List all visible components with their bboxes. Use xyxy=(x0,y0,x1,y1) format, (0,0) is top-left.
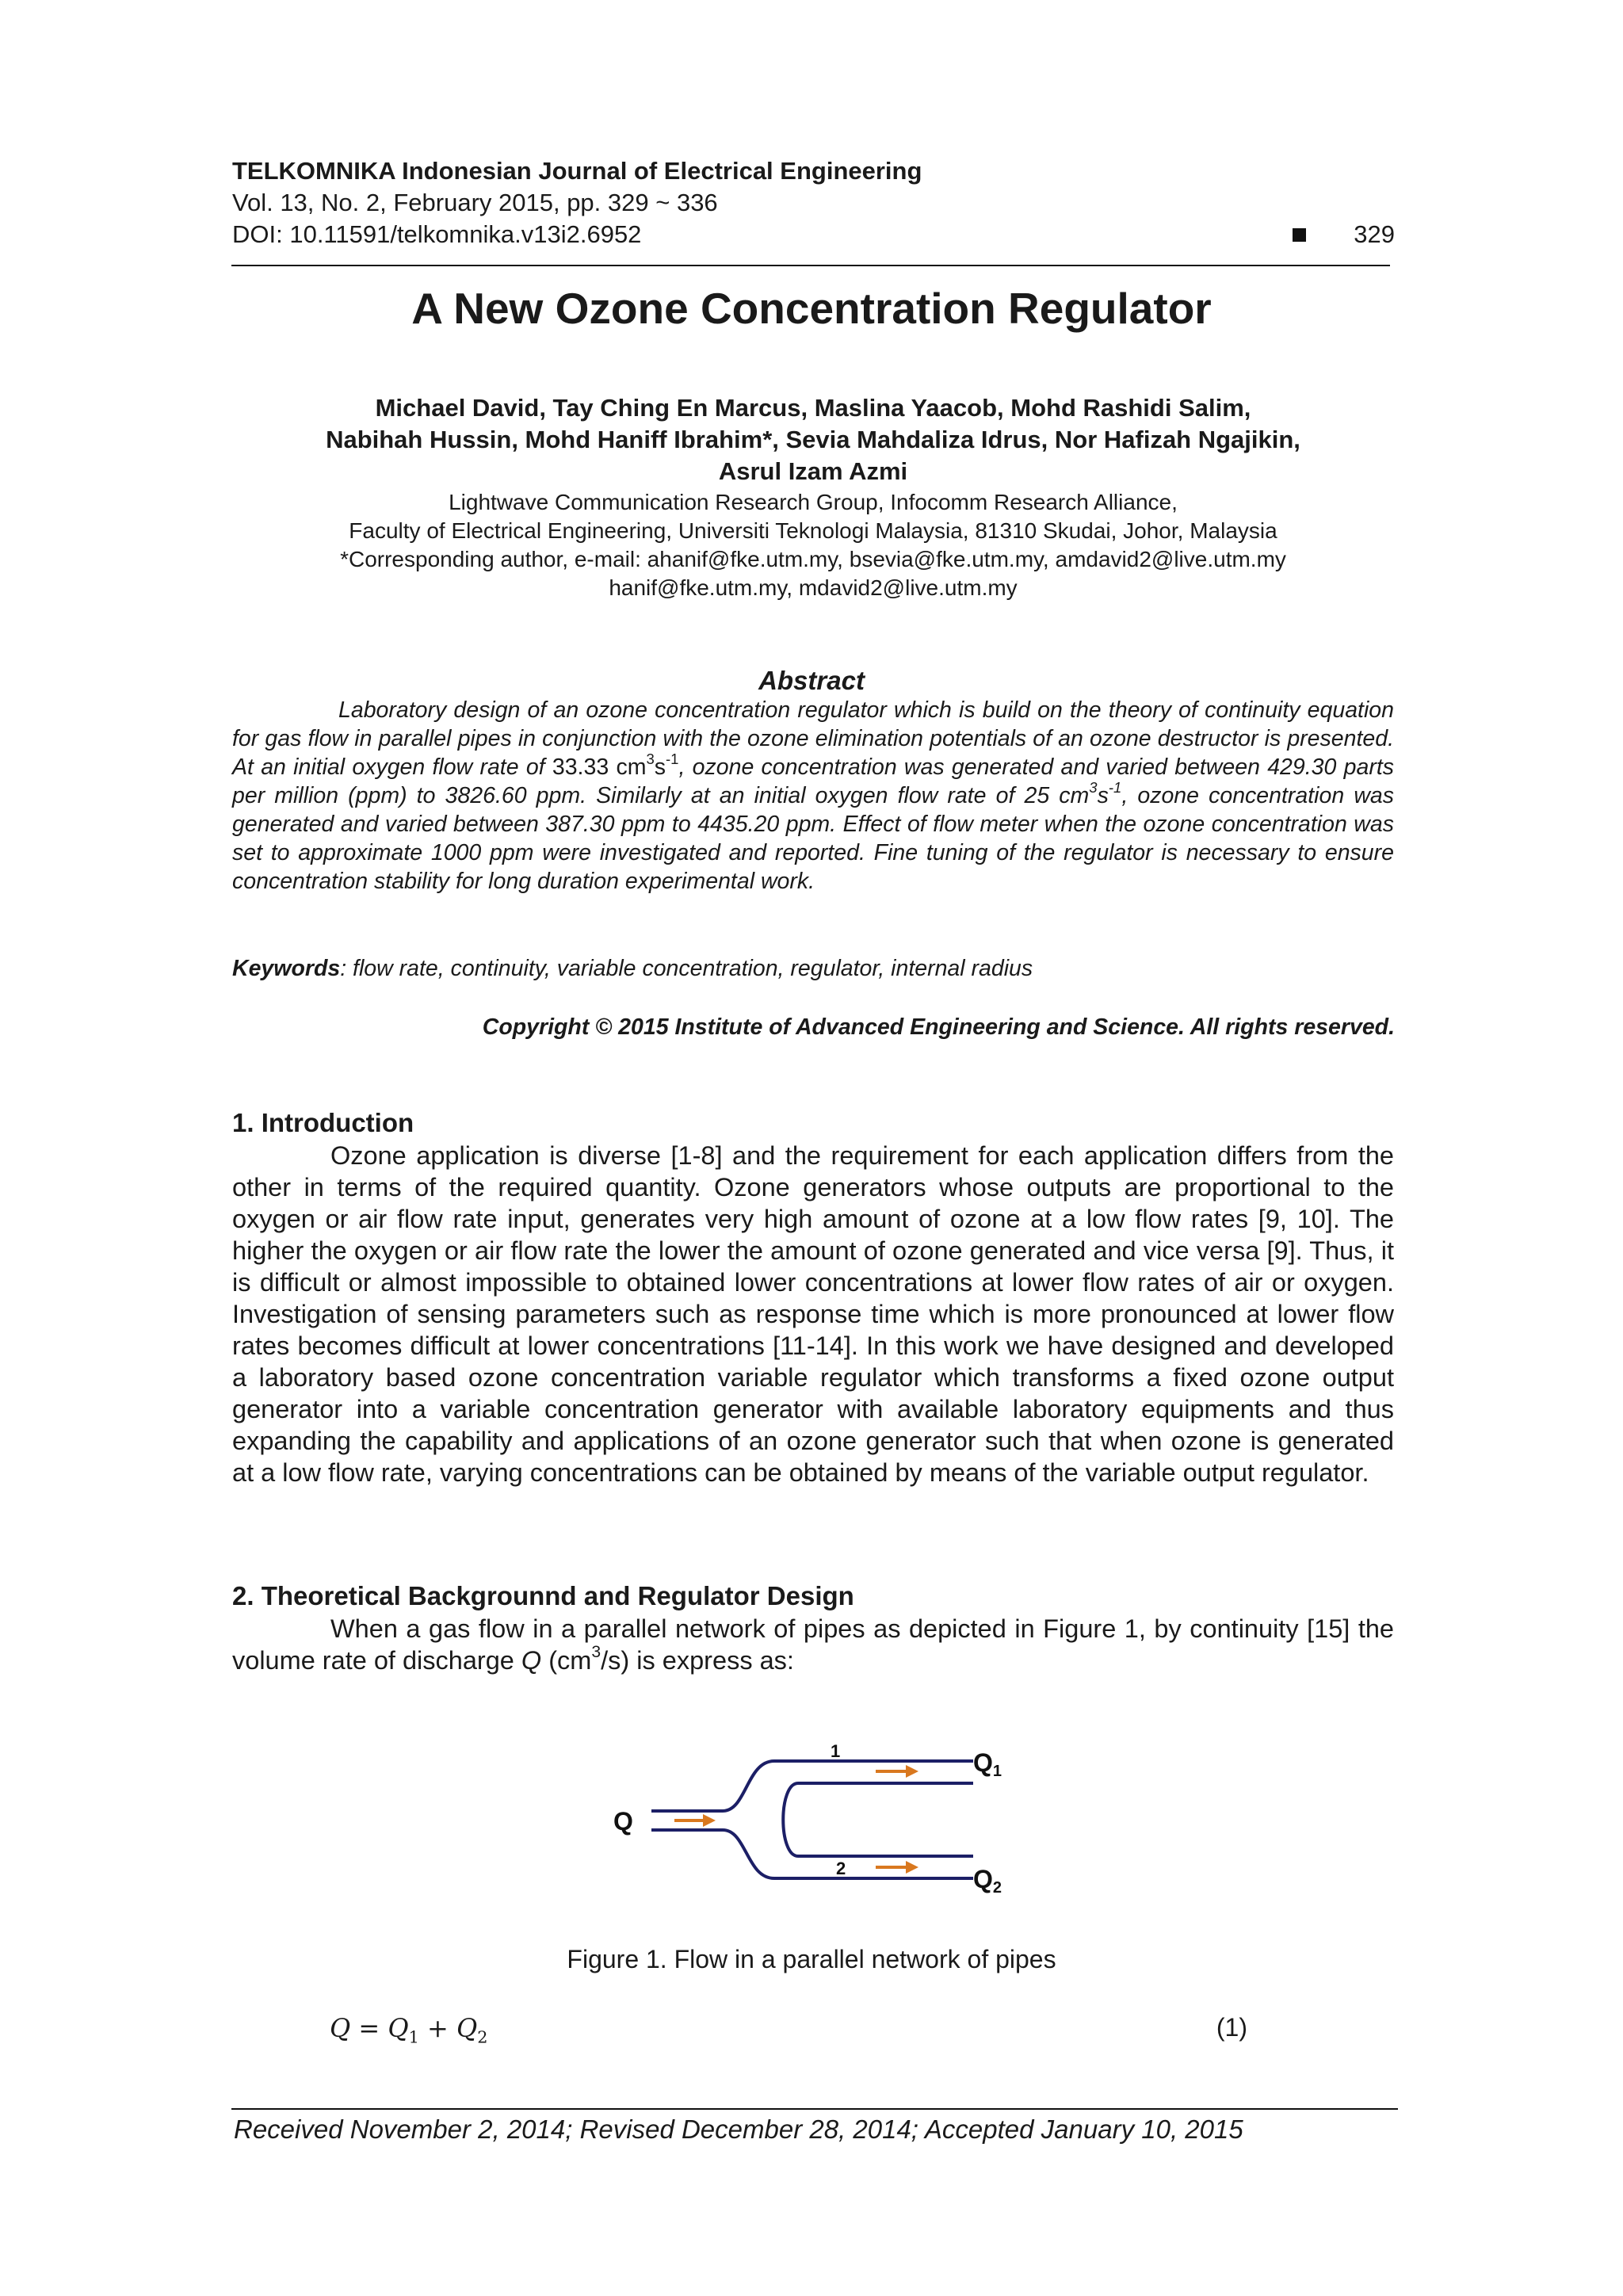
flow-rate-value xyxy=(552,751,679,780)
superscript: 3 xyxy=(1089,779,1098,797)
eq-lhs: Q xyxy=(330,2013,351,2043)
header-rule xyxy=(231,265,1390,266)
abstract-part: , ozone concentration was generated and varied between 429.30 parts per million (ppm) to 3826.60 ppm. Similarly at an initial oxygen flow rate of 25 cm xyxy=(232,755,1394,808)
label-q2 xyxy=(973,1865,1002,1897)
parallel-pipes-diagram xyxy=(610,1724,1022,1914)
square-bullet-icon xyxy=(1293,228,1306,242)
equation-number: (1) xyxy=(1216,2013,1247,2042)
section2-part: (cm xyxy=(541,1646,592,1675)
copyright: Copyright © 2015 Institute of Advanced Engineering and Science. All rights reserved. xyxy=(482,1014,1395,1040)
eq-equals: = xyxy=(358,2013,380,2043)
affiliation xyxy=(232,488,1394,602)
label-branch-2: 2 xyxy=(836,1859,846,1878)
authors-line: Michael David, Tay Ching En Marcus, Maslina Yaacob, Mohd Rashidi Salim, xyxy=(375,394,1251,422)
affiliation-line: hanif@fke.utm.my, mdavid2@live.utm.my xyxy=(609,575,1018,600)
label-q2-sub: 2 xyxy=(992,1879,1002,1897)
keywords-text: : flow rate, continuity, variable concentration, regulator, internal radius xyxy=(340,956,1033,981)
pipe-outer-upper xyxy=(651,1761,973,1811)
abstract-heading: Abstract xyxy=(758,666,865,695)
paper-title: A New Ozone Concentration Regulator xyxy=(411,284,1212,333)
figure-labels xyxy=(613,1741,1002,1897)
abstract-text xyxy=(232,696,1394,896)
doi: DOI: 10.11591/telkomnika.v13i2.6952 xyxy=(232,220,642,248)
section-heading-introduction: 1. Introduction xyxy=(232,1108,414,1137)
label-q: Q xyxy=(613,1807,633,1836)
section2-text xyxy=(232,1613,1394,1676)
keywords-label: Keywords xyxy=(232,956,341,981)
section2-part: When a gas flow in a parallel network of pipes as depicted in Figure 1, by continuity [15] the volume rate of discharge xyxy=(232,1614,1394,1675)
authors xyxy=(232,392,1394,487)
section-heading-theory: 2. Theoretical Backgrounnd and Regulator Design xyxy=(232,1581,854,1610)
label-q1-sub: 1 xyxy=(992,1763,1002,1780)
arrow-head-icon xyxy=(906,1861,918,1874)
affiliation-line: Lightwave Communication Research Group, Infocomm Research Alliance, xyxy=(449,490,1178,514)
affiliation-line: *Corresponding author, e-mail: ahanif@fke.utm.my, bsevia@fke.utm.my, amdavid2@live.utm.my xyxy=(340,547,1286,571)
superscript: -1 xyxy=(666,751,679,768)
page-number-group xyxy=(1293,219,1395,250)
superscript: -1 xyxy=(1108,779,1122,797)
eq-q1: Q xyxy=(388,2013,409,2043)
eq-plus: + xyxy=(427,2013,449,2043)
authors-line: Asrul Izam Azmi xyxy=(718,457,908,485)
eq-q2: Q xyxy=(456,2013,478,2043)
label-q2-main: Q xyxy=(973,1865,993,1893)
label-q1 xyxy=(973,1748,1002,1780)
arrow-head-icon xyxy=(703,1814,716,1827)
superscript: 3 xyxy=(591,1643,601,1662)
affiliation-line: Faculty of Electrical Engineering, Universiti Teknologi Malaysia, 81310 Skudai, Johor, Malaysia xyxy=(349,518,1277,543)
abstract-part: , ozone concentration was generated and varied between 387.30 ppm to 4435.20 ppm. Effect of flow meter when the ozone concentration was set to approximate 1000 ppm were investigated and reported. Fine tuning of the regulator is necessary to ensure concentration stability for long duration experimental work. xyxy=(232,783,1394,894)
equation-1 xyxy=(330,2011,487,2054)
label-q1-main: Q xyxy=(973,1748,993,1777)
pipe-outer-lower xyxy=(651,1830,973,1878)
variable-q: Q xyxy=(521,1646,542,1675)
volume-info: Vol. 13, No. 2, February 2015, pp. 329 ~ 336 xyxy=(232,189,718,216)
superscript: 3 xyxy=(646,751,655,768)
flow-rate-1: 33.33 cm xyxy=(552,755,647,780)
footer-rule xyxy=(231,2108,1398,2110)
page-number: 329 xyxy=(1354,220,1395,248)
journal-name: TELKOMNIKA Indonesian Journal of Electrical Engineering xyxy=(232,157,922,185)
abstract-part: Laboratory design of an ozone concentration regulator which is build on the theory of continuity equation for gas flow in parallel pipes in conjunction with the ozone elimination potentials of an ozone destructor is presented. At an initial oxygen flow rate of xyxy=(232,697,1394,780)
introduction-text: Ozone application is diverse [1-8] and the requirement for each application differs from the other in terms of the required quantity. Ozone generators whose outputs are proportional to the oxygen or air flow rate input, generates very high amount of ozone at a low flow rates [9, 10]. The higher the oxygen or air flow rate the lower the amount of ozone generated and vice versa [9]. Thus, it is difficult or almost impossible to obtained lower concentrations at lower flow rates of air or oxygen. Investigation of sensing parameters such as response time which is more pronounced at lower flow rates becomes difficult at lower concentrations [11-14]. In this work we have designed and developed a laboratory based ozone concentration variable regulator which transforms a fixed ozone output generator into a variable concentration generator with available laboratory equipments and thus expanding the capability and applications of an ozone generator such that when ozone is generated at a low flow rate, varying concentrations can be obtained by means of the variable output regulator. xyxy=(232,1141,1394,1487)
authors-line: Nabihah Hussin, Mohd Haniff Ibrahim*, Sevia Mahdaliza Idrus, Nor Hafizah Ngajikin, xyxy=(326,426,1300,453)
unit-s: s xyxy=(654,755,666,780)
figure-caption: Figure 1. Flow in a parallel network of pipes xyxy=(567,1945,1056,1973)
eq-q2-sub: 2 xyxy=(477,2027,488,2047)
section2-part: /s) is express as: xyxy=(601,1646,794,1675)
label-branch-1: 1 xyxy=(831,1741,841,1761)
keywords xyxy=(232,954,1394,983)
pipe-inner xyxy=(783,1783,973,1856)
arrow-head-icon xyxy=(906,1765,918,1778)
eq-q1-sub: 1 xyxy=(408,2027,419,2047)
received-dates: Received November 2, 2014; Revised December 28, 2014; Accepted January 10, 2015 xyxy=(234,2115,1243,2144)
unit-s: s xyxy=(1097,783,1109,808)
